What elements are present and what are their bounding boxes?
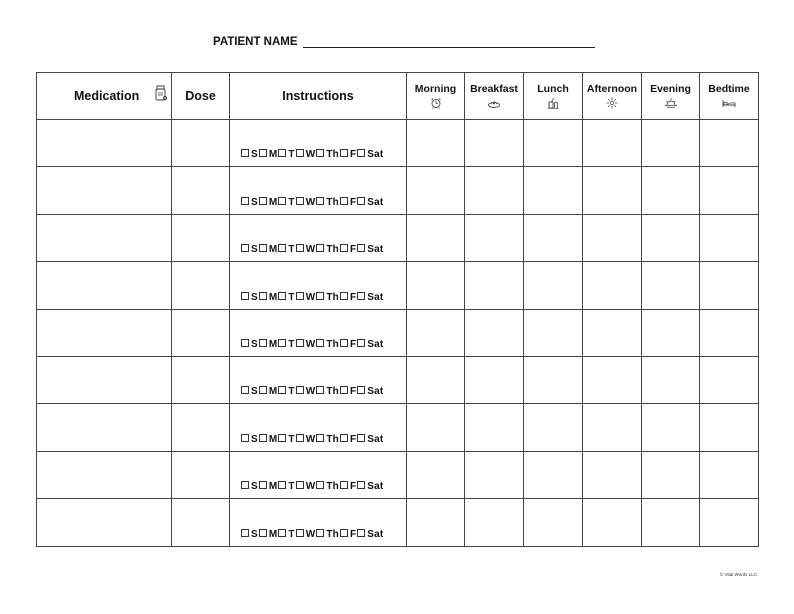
instructions-cell[interactable] <box>230 451 407 498</box>
day-label: Th <box>326 481 339 493</box>
day-label: W <box>305 338 316 350</box>
day-checkbox[interactable] <box>278 386 286 394</box>
afternoon-cell[interactable] <box>583 356 642 403</box>
table-row <box>37 309 759 356</box>
breakfast-cell[interactable] <box>465 120 524 167</box>
medication-table-body <box>37 120 759 547</box>
day-checkbox[interactable] <box>340 434 348 442</box>
day-label: Sat <box>367 149 384 161</box>
bedtime-cell[interactable] <box>700 262 759 309</box>
day-checkbox[interactable] <box>241 339 249 347</box>
medication-cell[interactable] <box>37 404 172 451</box>
lunch-drink-icon <box>547 96 559 110</box>
header-instructions: Instructions <box>230 73 407 120</box>
breakfast-cell[interactable] <box>465 309 524 356</box>
patient-name-line[interactable] <box>303 36 595 48</box>
day-label: M <box>268 149 278 161</box>
day-label: Th <box>326 433 339 445</box>
bedtime-cell[interactable] <box>700 167 759 214</box>
day-label: W <box>305 433 316 445</box>
day-label: Sat <box>367 386 384 398</box>
pill-bottle-icon <box>155 85 167 101</box>
morning-cell[interactable] <box>407 167 465 214</box>
dose-cell[interactable] <box>172 167 230 214</box>
instructions-cell[interactable] <box>230 356 407 403</box>
morning-cell[interactable] <box>407 120 465 167</box>
day-label: T <box>288 481 295 493</box>
day-checkbox[interactable] <box>340 481 348 489</box>
day-checkbox[interactable] <box>316 386 324 394</box>
instructions-cell[interactable] <box>230 214 407 261</box>
day-label: F <box>349 338 357 350</box>
day-label: Th <box>326 196 339 208</box>
dose-cell[interactable] <box>172 356 230 403</box>
day-label: Sat <box>367 528 384 540</box>
instructions-cell[interactable] <box>230 499 407 546</box>
day-label: Th <box>326 528 339 540</box>
day-checkbox[interactable] <box>316 434 324 442</box>
day-checkbox[interactable] <box>357 339 365 347</box>
table-row <box>37 214 759 261</box>
day-label: T <box>288 291 295 303</box>
header-bedtime <box>700 73 759 120</box>
header-medication <box>37 73 172 120</box>
evening-cell[interactable] <box>642 451 700 498</box>
day-checkbox[interactable] <box>357 244 365 252</box>
day-checkbox[interactable] <box>357 149 365 157</box>
day-checkbox[interactable] <box>340 149 348 157</box>
day-label: F <box>349 149 357 161</box>
afternoon-cell[interactable] <box>583 309 642 356</box>
day-checkboxes <box>241 386 384 397</box>
day-checkbox[interactable] <box>278 529 286 537</box>
day-checkbox[interactable] <box>241 197 249 205</box>
day-label: T <box>288 196 295 208</box>
day-checkbox[interactable] <box>357 481 365 489</box>
header-afternoon <box>583 73 642 120</box>
day-checkbox[interactable] <box>357 197 365 205</box>
day-label: T <box>288 433 295 445</box>
lunch-cell[interactable] <box>524 356 583 403</box>
day-checkbox[interactable] <box>316 529 324 537</box>
day-label: M <box>268 433 278 445</box>
breakfast-cell[interactable] <box>465 167 524 214</box>
day-label: W <box>305 481 316 493</box>
day-label: S <box>251 433 258 445</box>
bedtime-cell[interactable] <box>700 404 759 451</box>
patient-name-field[interactable] <box>213 36 595 50</box>
evening-cell[interactable] <box>642 499 700 546</box>
instructions-cell[interactable] <box>230 262 407 309</box>
day-label: W <box>305 291 316 303</box>
day-label: F <box>349 244 357 256</box>
day-label: Th <box>326 244 339 256</box>
day-checkboxes <box>241 339 384 350</box>
table-row <box>37 499 759 546</box>
day-checkbox[interactable] <box>316 292 324 300</box>
day-checkbox[interactable] <box>296 434 304 442</box>
day-checkbox[interactable] <box>241 244 249 252</box>
day-label: F <box>349 291 357 303</box>
instructions-cell[interactable] <box>230 309 407 356</box>
lunch-cell[interactable] <box>524 167 583 214</box>
day-checkbox[interactable] <box>259 339 267 347</box>
afternoon-cell[interactable] <box>583 404 642 451</box>
bedtime-cell[interactable] <box>700 309 759 356</box>
day-checkbox[interactable] <box>296 386 304 394</box>
day-label: S <box>251 528 258 540</box>
dose-cell[interactable] <box>172 309 230 356</box>
day-checkbox[interactable] <box>296 292 304 300</box>
day-checkboxes <box>241 149 384 160</box>
day-checkboxes <box>241 292 384 303</box>
day-label: M <box>268 196 278 208</box>
day-checkbox[interactable] <box>316 149 324 157</box>
day-checkbox[interactable] <box>241 434 249 442</box>
medication-cell[interactable] <box>37 451 172 498</box>
day-label: F <box>349 433 357 445</box>
day-checkbox[interactable] <box>316 244 324 252</box>
day-checkboxes <box>241 434 384 445</box>
day-checkbox[interactable] <box>296 339 304 347</box>
morning-cell[interactable] <box>407 451 465 498</box>
day-label: F <box>349 386 357 398</box>
day-label: T <box>288 244 295 256</box>
day-checkbox[interactable] <box>241 149 249 157</box>
day-checkbox[interactable] <box>340 339 348 347</box>
lunch-cell[interactable] <box>524 214 583 261</box>
header-row <box>37 73 759 120</box>
evening-cell[interactable] <box>642 214 700 261</box>
bedtime-label: Bedtime <box>708 82 750 95</box>
day-label: S <box>251 291 258 303</box>
bed-icon <box>722 96 736 110</box>
breakfast-plate-icon <box>487 96 501 110</box>
morning-label: Morning <box>414 82 457 95</box>
day-checkbox[interactable] <box>357 386 365 394</box>
day-checkbox[interactable] <box>357 292 365 300</box>
day-label: S <box>251 196 258 208</box>
day-label: M <box>268 291 278 303</box>
afternoon-cell[interactable] <box>583 451 642 498</box>
instructions-cell[interactable] <box>230 167 407 214</box>
day-checkbox[interactable] <box>340 386 348 394</box>
header-breakfast <box>465 73 524 120</box>
morning-cell[interactable] <box>407 356 465 403</box>
bedtime-cell[interactable] <box>700 499 759 546</box>
day-checkbox[interactable] <box>259 481 267 489</box>
medication-table <box>36 72 759 547</box>
header-lunch <box>524 73 583 120</box>
afternoon-cell[interactable] <box>583 120 642 167</box>
day-label: S <box>251 481 258 493</box>
dose-cell[interactable] <box>172 404 230 451</box>
day-label: M <box>268 338 278 350</box>
medication-cell[interactable] <box>37 214 172 261</box>
evening-cell[interactable] <box>642 309 700 356</box>
day-checkbox[interactable] <box>278 292 286 300</box>
morning-cell[interactable] <box>407 262 465 309</box>
day-label: S <box>251 386 258 398</box>
medication-cell[interactable] <box>37 262 172 309</box>
bedtime-cell[interactable] <box>700 451 759 498</box>
header-morning <box>407 73 465 120</box>
medication-cell[interactable] <box>37 499 172 546</box>
day-label: Sat <box>367 433 384 445</box>
day-checkbox[interactable] <box>357 434 365 442</box>
breakfast-cell[interactable] <box>465 451 524 498</box>
dose-cell[interactable] <box>172 120 230 167</box>
day-checkbox[interactable] <box>296 529 304 537</box>
day-label: T <box>288 386 295 398</box>
medication-cell[interactable] <box>37 120 172 167</box>
morning-cell[interactable] <box>407 499 465 546</box>
day-label: W <box>305 149 316 161</box>
afternoon-cell[interactable] <box>583 262 642 309</box>
day-checkbox[interactable] <box>259 434 267 442</box>
day-label: F <box>349 528 357 540</box>
table-row <box>37 262 759 309</box>
evening-cell[interactable] <box>642 262 700 309</box>
copyright-notice: © Vital Words LLC <box>720 572 757 577</box>
day-label: Sat <box>367 481 384 493</box>
evening-label: Evening <box>650 82 691 95</box>
day-checkbox[interactable] <box>241 386 249 394</box>
dose-cell[interactable] <box>172 214 230 261</box>
day-checkbox[interactable] <box>357 529 365 537</box>
lunch-cell[interactable] <box>524 499 583 546</box>
day-checkbox[interactable] <box>278 197 286 205</box>
afternoon-cell[interactable] <box>583 167 642 214</box>
alarm-clock-icon <box>430 96 442 110</box>
day-checkbox[interactable] <box>278 339 286 347</box>
table-row <box>37 120 759 167</box>
day-label: W <box>305 528 316 540</box>
medication-cell[interactable] <box>37 356 172 403</box>
dose-cell[interactable] <box>172 499 230 546</box>
breakfast-label: Breakfast <box>470 82 518 95</box>
day-label: W <box>305 244 316 256</box>
instructions-cell[interactable] <box>230 120 407 167</box>
day-label: S <box>251 149 258 161</box>
day-label: M <box>268 481 278 493</box>
day-checkbox[interactable] <box>259 197 267 205</box>
medication-header-label: Medication <box>74 89 140 103</box>
day-checkbox[interactable] <box>296 481 304 489</box>
day-label: S <box>251 338 258 350</box>
day-label: M <box>268 386 278 398</box>
day-label: Sat <box>367 244 384 256</box>
bedtime-cell[interactable] <box>700 214 759 261</box>
breakfast-cell[interactable] <box>465 404 524 451</box>
day-checkbox[interactable] <box>340 197 348 205</box>
day-checkbox[interactable] <box>241 292 249 300</box>
day-checkboxes <box>241 481 384 492</box>
instructions-cell[interactable] <box>230 404 407 451</box>
breakfast-cell[interactable] <box>465 356 524 403</box>
day-checkboxes <box>241 529 384 540</box>
day-label: Sat <box>367 196 384 208</box>
day-checkbox[interactable] <box>278 244 286 252</box>
day-checkbox[interactable] <box>316 481 324 489</box>
lunch-cell[interactable] <box>524 262 583 309</box>
day-checkbox[interactable] <box>296 149 304 157</box>
lunch-cell[interactable] <box>524 404 583 451</box>
lunch-cell[interactable] <box>524 309 583 356</box>
sunset-icon <box>664 96 678 110</box>
afternoon-label: Afternoon <box>586 82 638 95</box>
day-checkbox[interactable] <box>241 481 249 489</box>
morning-cell[interactable] <box>407 214 465 261</box>
table-row <box>37 356 759 403</box>
day-checkbox[interactable] <box>278 481 286 489</box>
day-label: F <box>349 196 357 208</box>
evening-cell[interactable] <box>642 120 700 167</box>
day-checkbox[interactable] <box>340 292 348 300</box>
medication-cell[interactable] <box>37 167 172 214</box>
day-checkbox[interactable] <box>259 244 267 252</box>
day-label: T <box>288 149 295 161</box>
day-label: Sat <box>367 291 384 303</box>
evening-cell[interactable] <box>642 404 700 451</box>
day-label: Th <box>326 386 339 398</box>
day-checkbox[interactable] <box>259 292 267 300</box>
day-checkbox[interactable] <box>296 244 304 252</box>
breakfast-cell[interactable] <box>465 214 524 261</box>
day-checkbox[interactable] <box>340 529 348 537</box>
afternoon-cell[interactable] <box>583 214 642 261</box>
day-checkbox[interactable] <box>259 149 267 157</box>
day-label: W <box>305 386 316 398</box>
dose-cell[interactable] <box>172 451 230 498</box>
header-dose: Dose <box>172 73 230 120</box>
day-checkboxes <box>241 197 384 208</box>
day-label: M <box>268 528 278 540</box>
day-checkbox[interactable] <box>241 529 249 537</box>
dose-cell[interactable] <box>172 262 230 309</box>
day-label: T <box>288 528 295 540</box>
table-row <box>37 451 759 498</box>
day-label: Th <box>326 149 339 161</box>
breakfast-cell[interactable] <box>465 262 524 309</box>
day-checkbox[interactable] <box>259 386 267 394</box>
evening-cell[interactable] <box>642 167 700 214</box>
afternoon-cell[interactable] <box>583 499 642 546</box>
lunch-label: Lunch <box>537 82 569 95</box>
day-label: W <box>305 196 316 208</box>
bedtime-cell[interactable] <box>700 120 759 167</box>
lunch-cell[interactable] <box>524 451 583 498</box>
day-label: Th <box>326 338 339 350</box>
day-checkboxes <box>241 244 384 255</box>
lunch-cell[interactable] <box>524 120 583 167</box>
table-row <box>37 404 759 451</box>
day-checkbox[interactable] <box>316 339 324 347</box>
bedtime-cell[interactable] <box>700 356 759 403</box>
day-label: F <box>349 481 357 493</box>
breakfast-cell[interactable] <box>465 499 524 546</box>
table-row <box>37 167 759 214</box>
day-label: M <box>268 244 278 256</box>
patient-name-label: PATIENT NAME <box>213 36 298 48</box>
header-evening <box>642 73 700 120</box>
day-checkbox[interactable] <box>296 197 304 205</box>
day-checkbox[interactable] <box>316 197 324 205</box>
day-label: Sat <box>367 338 384 350</box>
day-label: T <box>288 338 295 350</box>
day-label: S <box>251 244 258 256</box>
evening-cell[interactable] <box>642 356 700 403</box>
day-checkbox[interactable] <box>340 244 348 252</box>
medication-cell[interactable] <box>37 309 172 356</box>
sun-icon <box>606 96 618 110</box>
day-checkbox[interactable] <box>278 149 286 157</box>
day-checkbox[interactable] <box>259 529 267 537</box>
day-checkbox[interactable] <box>278 434 286 442</box>
day-label: Th <box>326 291 339 303</box>
morning-cell[interactable] <box>407 404 465 451</box>
morning-cell[interactable] <box>407 309 465 356</box>
